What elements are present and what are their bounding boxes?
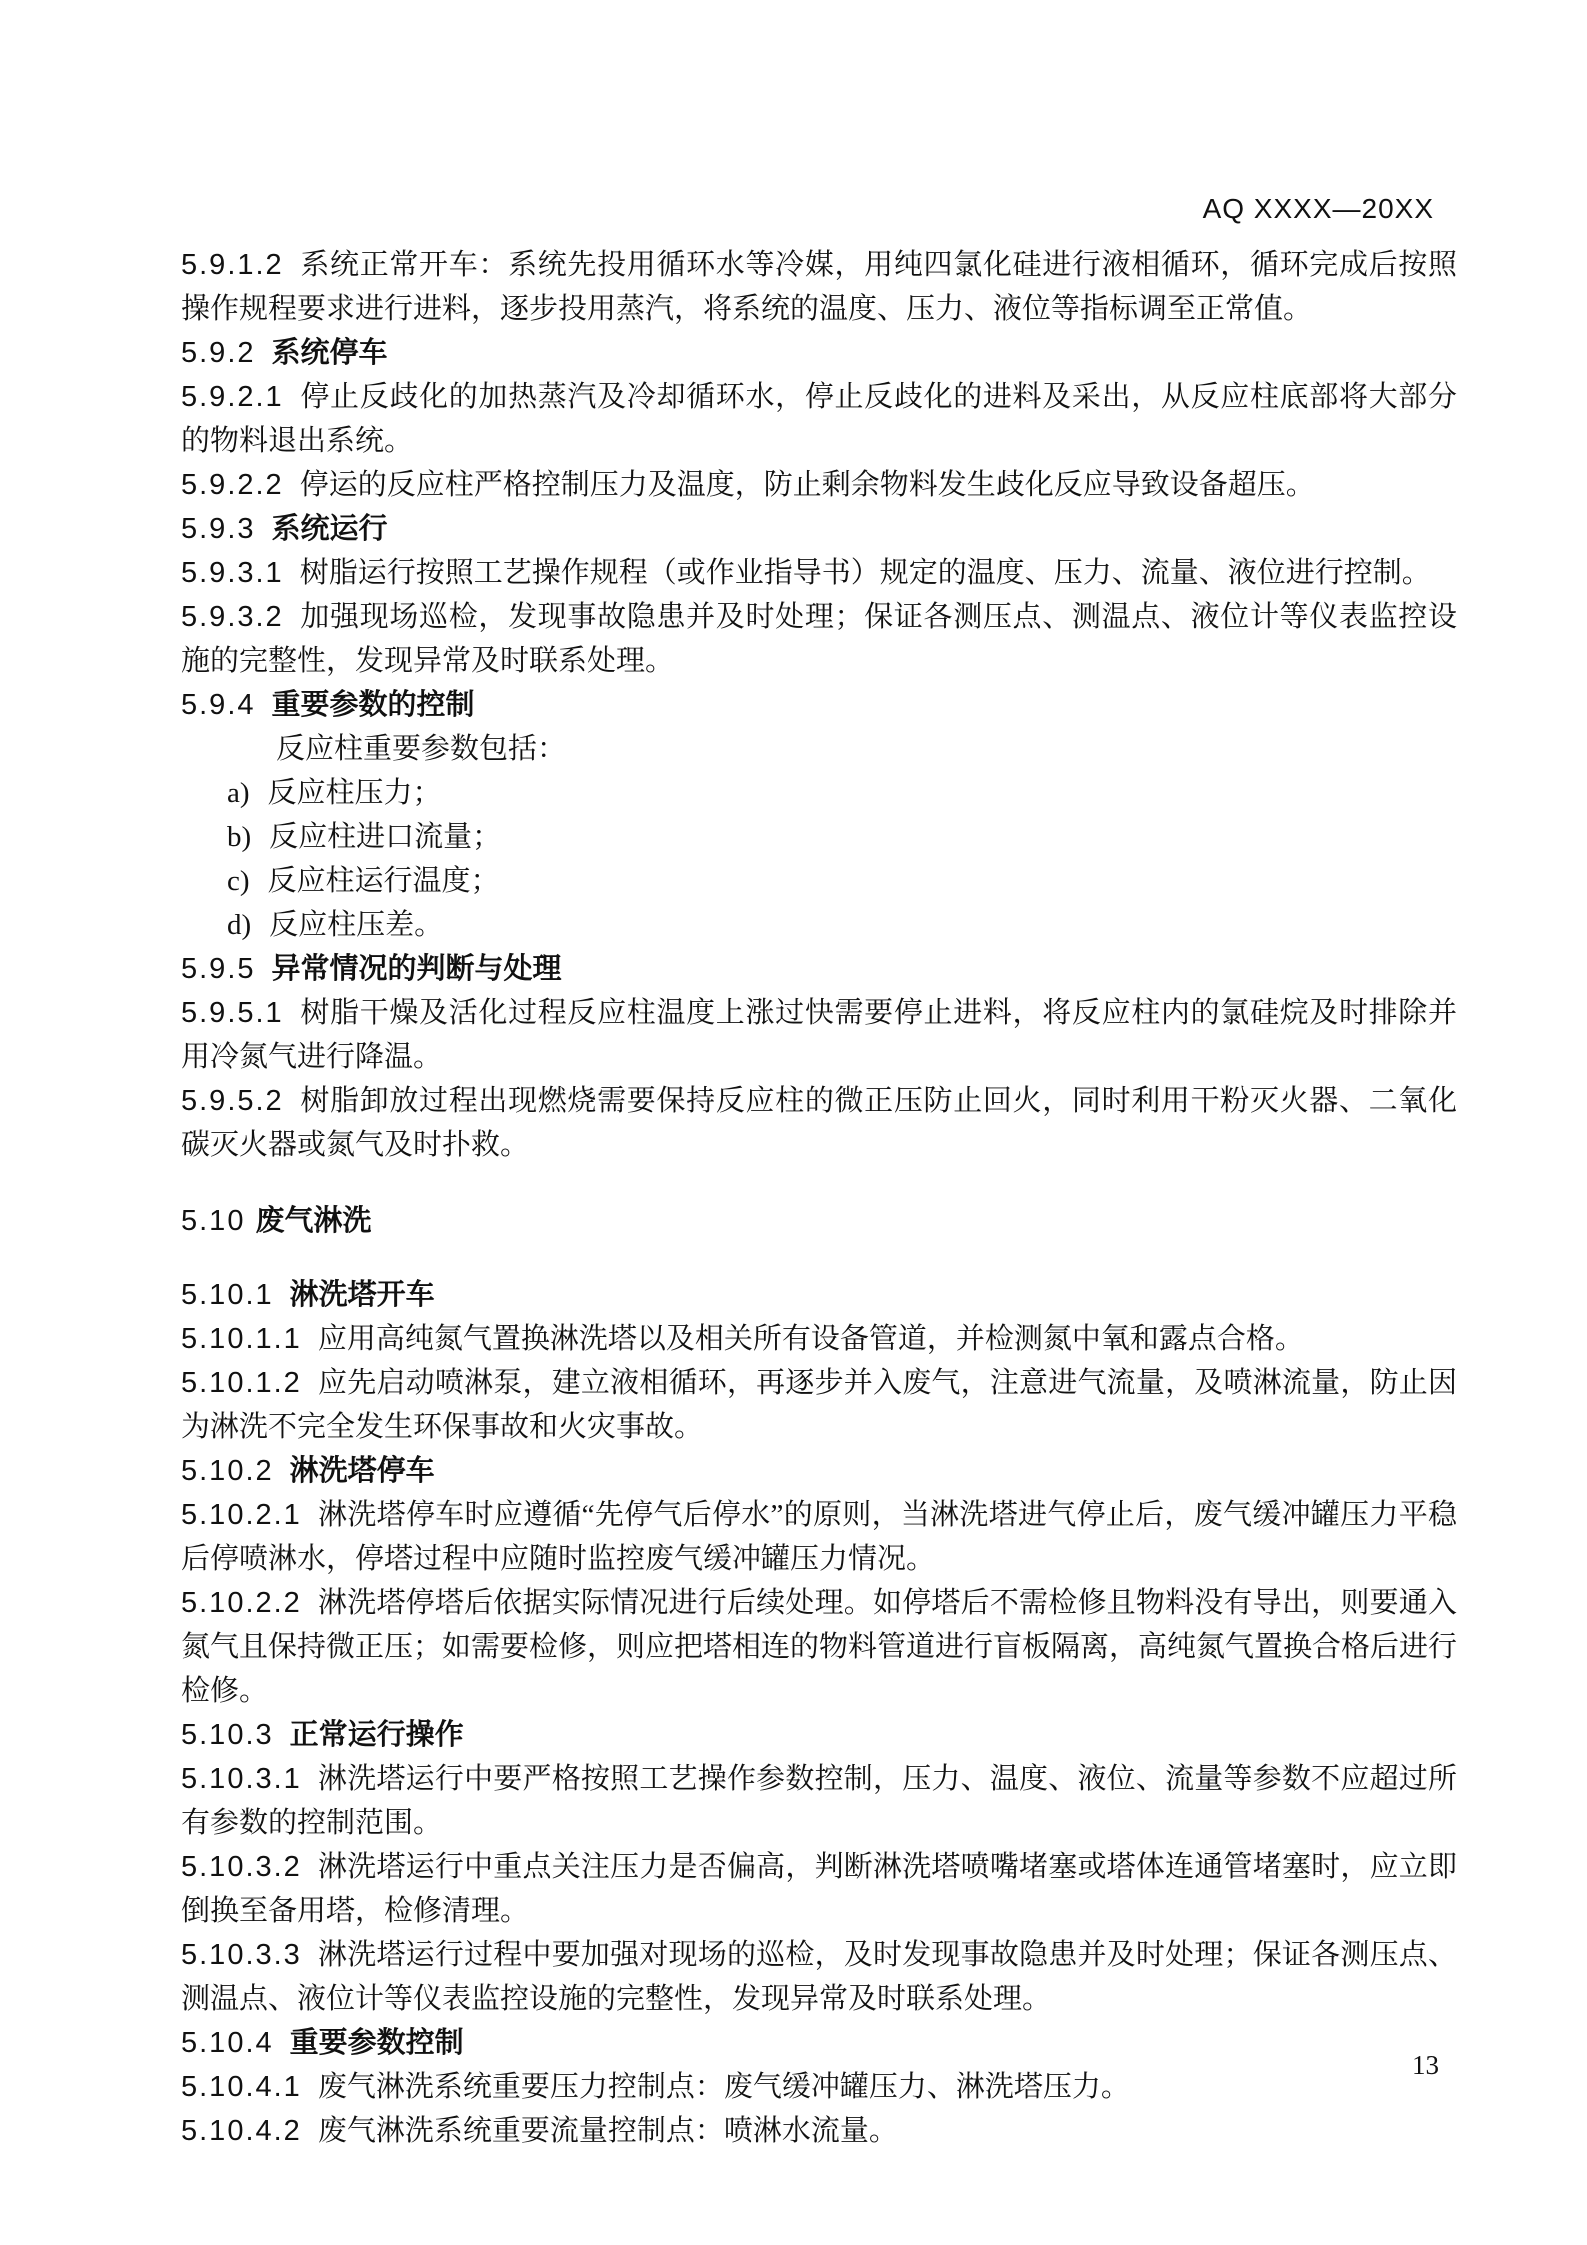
clause-number: 5.9.3: [181, 513, 256, 545]
heading-text: 异常情况的判断与处理: [271, 953, 562, 985]
paragraph-text: 应先启动喷淋泵，建立液相循环，再逐步并入废气，注意进气流量，及喷淋流量，防止因为淋洗不完全发生环保事故和火灾事故。: [181, 1367, 1457, 1443]
heading-text: 淋洗塔停车: [289, 1455, 435, 1487]
clause-paragraph: [181, 1079, 1457, 1167]
heading-text: 淋洗塔开车: [289, 1279, 435, 1311]
paragraph-text: 加强现场巡检，发现事故隐患并及时处理；保证各测压点、测温点、液位计等仪表监控设施的完整性，发现异常及时联系处理。: [181, 601, 1457, 677]
clause-paragraph: [181, 1933, 1457, 2021]
list-item: [181, 859, 1457, 903]
paragraph-text: 应用高纯氮气置换淋洗塔以及相关所有设备管道，并检测氮中氧和露点合格。: [317, 1323, 1304, 1355]
clause-heading: [181, 1273, 1457, 1317]
clause-number: 5.9.3.2: [181, 601, 284, 633]
paragraph-text: 反应柱重要参数包括：: [276, 733, 567, 765]
clause-paragraph: [181, 243, 1457, 331]
clause-number: 5.9.4: [181, 689, 256, 721]
paragraph-text: 树脂运行按照工艺操作规程（或作业指导书）规定的温度、压力、流量、液位进行控制。: [299, 557, 1431, 589]
clause-paragraph: [181, 1581, 1457, 1713]
clause-number: 5.10.3.1: [181, 1763, 302, 1795]
heading-text: 重要参数的控制: [271, 689, 475, 721]
paragraph-text: 淋洗塔停塔后依据实际情况进行后续处理。如停塔后不需检修且物料没有导出，则要通入氮气且保持微正压；如需要检修，则应把塔相连的物料管道进行盲板隔离，高纯氮气置换合格后进行检修。: [181, 1587, 1458, 1707]
paragraph-text: 淋洗塔停车时应遵循“先停气后停水”的原则，当淋洗塔进气停止后，废气缓冲罐压力平稳后停喷淋水，停塔过程中应随时监控废气缓冲罐压力情况。: [181, 1499, 1457, 1575]
paragraph-text: 反应柱压差。: [269, 909, 444, 941]
paragraph-text: 树脂卸放过程出现燃烧需要保持反应柱的微正压防止回火，同时利用干粉灭火器、二氧化碳灭火器或氮气及时扑救。: [181, 1085, 1457, 1161]
clause-heading: [181, 947, 1457, 991]
clause-heading: [181, 1449, 1457, 1493]
paragraph-text: 树脂干燥及活化过程反应柱温度上涨过快需要停止进料，将反应柱内的氯硅烷及时排除并用冷氮气进行降温。: [181, 997, 1457, 1073]
section-heading: [181, 1199, 1457, 1243]
clause-number: 5.9.5.1: [181, 997, 284, 1029]
document-body: [181, 243, 1457, 2153]
list-intro: [181, 727, 1457, 771]
clause-heading: [181, 507, 1457, 551]
clause-number: 5.10.3.2: [181, 1851, 302, 1883]
paragraph-text: 反应柱进口流量；: [269, 821, 502, 853]
clause-number: 5.10.4.2: [181, 2115, 302, 2147]
clause-paragraph: [181, 1845, 1457, 1933]
heading-text: 废气淋洗: [255, 1205, 372, 1237]
clause-number: 5.9.5.2: [181, 1085, 284, 1117]
clause-paragraph: [181, 375, 1457, 463]
paragraph-text: 淋洗塔运行中重点关注压力是否偏高，判断淋洗塔喷嘴堵塞或塔体连通管堵塞时，应立即倒换至备用塔，检修清理。: [181, 1851, 1457, 1927]
clause-paragraph: [181, 2065, 1457, 2109]
list-item: [181, 815, 1457, 859]
heading-text: 系统运行: [271, 513, 388, 545]
clause-number: 5.10.1: [181, 1279, 274, 1311]
list-marker: b): [227, 821, 252, 853]
clause-heading: [181, 1713, 1457, 1757]
clause-number: 5.10.4: [181, 2027, 274, 2059]
paragraph-text: 反应柱压力；: [267, 777, 442, 809]
clause-number: 5.9.5: [181, 953, 256, 985]
clause-number: 5.10.1.2: [181, 1367, 302, 1399]
clause-heading: [181, 331, 1457, 375]
list-item: [181, 903, 1457, 947]
clause-paragraph: [181, 463, 1457, 507]
clause-heading: [181, 2021, 1457, 2065]
paragraph-text: 淋洗塔运行中要严格按照工艺操作参数控制，压力、温度、液位、流量等参数不应超过所有参数的控制范围。: [181, 1763, 1457, 1839]
clause-number: 5.9.2.2: [181, 469, 284, 501]
list-marker: c): [227, 865, 250, 897]
clause-number: 5.10.2: [181, 1455, 274, 1487]
paragraph-text: 系统正常开车：系统先投用循环水等冷媒，用纯四氯化硅进行液相循环，循环完成后按照操作规程要求进行进料，逐步投用蒸汽，将系统的温度、压力、液位等指标调至正常值。: [181, 249, 1457, 325]
list-marker: d): [227, 909, 252, 941]
clause-paragraph: [181, 991, 1457, 1079]
list-item: [181, 771, 1457, 815]
clause-number: 5.10.3.3: [181, 1939, 302, 1971]
clause-number: 5.10.2.2: [181, 1587, 302, 1619]
clause-number: 5.10.2.1: [181, 1499, 302, 1531]
page-number: 13: [1412, 2050, 1439, 2080]
paragraph-text: 停止反歧化的加热蒸汽及冷却循环水，停止反歧化的进料及采出，从反应柱底部将大部分的物料退出系统。: [181, 381, 1457, 457]
running-header: AQ XXXX—20XX: [1202, 193, 1434, 224]
clause-paragraph: [181, 595, 1457, 683]
clause-paragraph: [181, 1361, 1457, 1449]
heading-text: 正常运行操作: [289, 1719, 464, 1751]
clause-number: 5.10: [181, 1205, 246, 1237]
clause-paragraph: [181, 551, 1457, 595]
heading-text: 重要参数控制: [289, 2027, 464, 2059]
clause-paragraph: [181, 1317, 1457, 1361]
paragraph-text: 废气淋洗系统重要流量控制点：喷淋水流量。: [317, 2115, 898, 2147]
paragraph-text: 淋洗塔运行过程中要加强对现场的巡检，及时发现事故隐患并及时处理；保证各测压点、测温点、液位计等仪表监控设施的完整性，发现异常及时联系处理。: [181, 1939, 1457, 2015]
clause-number: 5.10.4.1: [181, 2071, 302, 2103]
clause-number: 5.10.1.1: [181, 1323, 302, 1355]
paragraph-text: 反应柱运行温度；: [267, 865, 500, 897]
clause-paragraph: [181, 1493, 1457, 1581]
heading-text: 系统停车: [271, 337, 388, 369]
clause-number: 5.9.1.2: [181, 249, 284, 281]
paragraph-text: 废气淋洗系统重要压力控制点：废气缓冲罐压力、淋洗塔压力。: [317, 2071, 1130, 2103]
paragraph-text: 停运的反应柱严格控制压力及温度，防止剩余物料发生歧化反应导致设备超压。: [299, 469, 1315, 501]
clause-number: 5.9.2: [181, 337, 256, 369]
clause-number: 5.10.3: [181, 1719, 274, 1751]
clause-paragraph: [181, 1757, 1457, 1845]
clause-heading: [181, 683, 1457, 727]
clause-number: 5.9.3.1: [181, 557, 284, 589]
clause-paragraph: [181, 2109, 1457, 2153]
clause-number: 5.9.2.1: [181, 381, 284, 413]
list-marker: a): [227, 777, 250, 809]
